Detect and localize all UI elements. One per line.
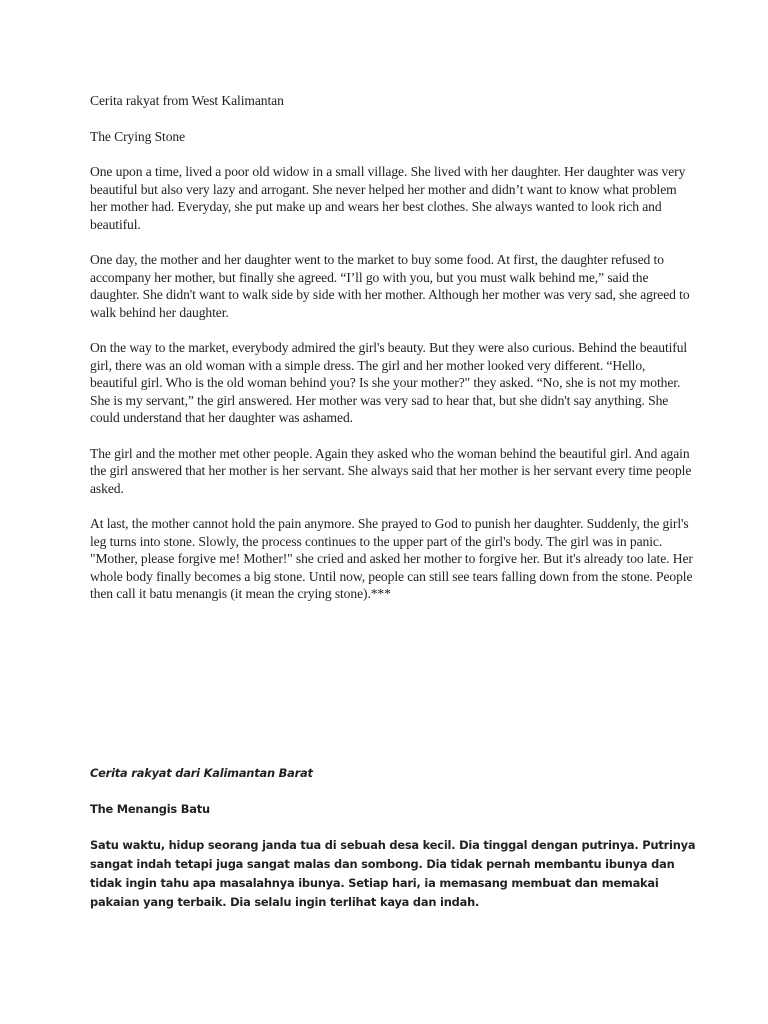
indonesian-section bbox=[90, 764, 700, 929]
paragraph: On the way to the market, everybody admired the girl's beauty. But they were also curious. Behind the beautiful girl, there was an old woman with a simple dress. The girl and her mother looked very different. “Hello, beautiful girl. Who is the old woman behind you? Is she your mother?" they asked. “No, she is not my mother. She is my servant,” the girl answered. Her mother was very sad to hear that, but she didn't say anything. She could understand that her daughter was ashamed. bbox=[90, 340, 688, 425]
english-section bbox=[90, 92, 694, 621]
origin-line: Cerita rakyat from West Kalimantan bbox=[90, 93, 284, 108]
origin-line-indonesian: Cerita rakyat dari Kalimantan Barat bbox=[90, 766, 313, 780]
paragraph: The girl and the mother met other people. Again they asked who the woman behind the beautiful girl. And again the girl answered that her mother is her servant. She always said that her mother is her servant every time people asked. bbox=[90, 445, 692, 496]
story-title: The Crying Stone bbox=[90, 128, 186, 144]
paragraph: One upon a time, lived a poor old widow in a small village. She lived with her daughter. Her daughter was very beautiful but also very lazy and arrogant. She never helped her mother and didn’t want to know what problem her mother had. Everyday, she put make up and wears her best clothes. She always wanted to look rich and beautiful. bbox=[90, 164, 686, 232]
paragraph: At last, the mother cannot hold the pain anymore. She prayed to God to punish her daughter. Suddenly, the girl's leg turns into stone. Slowly, the process continues to the upper part of the girl's body. The girl was in panic. "Mother, please forgive me! Mother!" she cried and asked her mother to forgive her. But it's already too late. Her whole body finally becomes a big stone. Until now, people can still see tears falling down from the stone. People then call it batu menangis (it mean the crying stone).*** bbox=[90, 516, 693, 601]
story-title-indonesian: The Menangis Batu bbox=[90, 802, 210, 816]
paragraph: One day, the mother and her daughter went to the market to buy some food. At first, the daughter refused to accompany her mother, but finally she agreed. “I’ll go with you, but you must walk behind me,” said the daughter. She didn't want to walk side by side with her mother. Although her mother was very sad, she agreed to walk behind her daughter. bbox=[90, 252, 690, 320]
paragraph-indonesian: Satu waktu, hidup seorang janda tua di sebuah desa kecil. Dia tinggal dengan putrinya. Putrinya sangat indah tetapi juga sangat malas dan sombong. Dia tidak pernah membantu ibunya dan tidak ingin tahu apa masalahnya ibunya. Setiap hari, ia memasang membuat dan memakai pakaian yang terbaik. Dia selalu ingin terlihat kaya dan indah. bbox=[90, 838, 696, 909]
